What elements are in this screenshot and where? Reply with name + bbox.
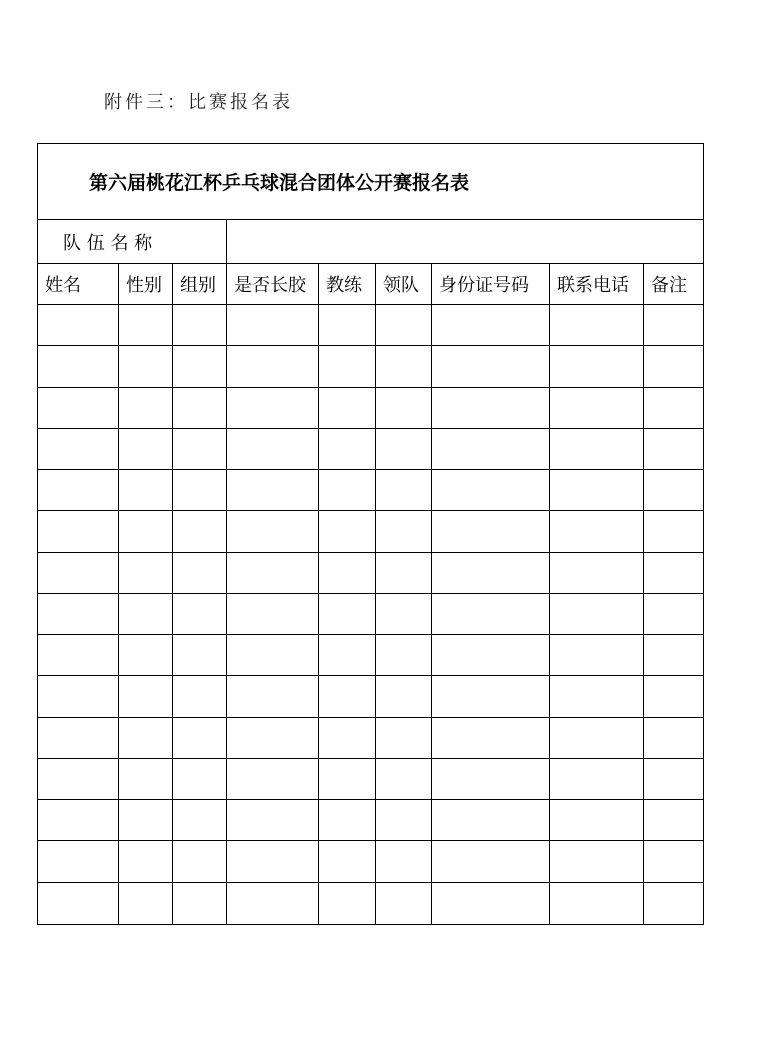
table-cell-id-number[interactable] <box>432 635 550 675</box>
table-row <box>38 841 703 882</box>
table-cell-remarks[interactable] <box>644 759 703 799</box>
table-row <box>38 800 703 841</box>
table-cell-team-leader[interactable] <box>376 388 432 428</box>
table-cell-coach[interactable] <box>319 594 376 634</box>
table-cell-long-pimples[interactable] <box>227 346 319 386</box>
table-cell-name[interactable] <box>38 305 119 345</box>
table-cell-long-pimples[interactable] <box>227 388 319 428</box>
table-cell-phone[interactable] <box>550 841 644 881</box>
table-cell-phone[interactable] <box>550 511 644 551</box>
table-cell-gender[interactable] <box>119 718 173 758</box>
table-cell-id-number[interactable] <box>432 800 550 840</box>
table-cell-team-leader[interactable] <box>376 676 432 716</box>
table-cell-team-leader[interactable] <box>376 883 432 924</box>
table-cell-remarks[interactable] <box>644 841 703 881</box>
table-cell-coach[interactable] <box>319 676 376 716</box>
table-cell-id-number[interactable] <box>432 594 550 634</box>
table-cell-team-leader[interactable] <box>376 553 432 593</box>
form-title-row <box>38 144 703 220</box>
table-cell-phone[interactable] <box>550 305 644 345</box>
form-body-rows <box>38 305 703 924</box>
table-cell-gender[interactable] <box>119 511 173 551</box>
table-cell-coach[interactable] <box>319 429 376 469</box>
column-header-name: 姓名 <box>38 264 119 304</box>
team-name-row <box>38 220 703 264</box>
table-cell-gender[interactable] <box>119 470 173 510</box>
table-cell-long-pimples[interactable] <box>227 635 319 675</box>
table-cell-id-number[interactable] <box>432 388 550 428</box>
table-cell-team-leader[interactable] <box>376 594 432 634</box>
column-header-team-leader: 领队 <box>376 264 432 304</box>
table-cell-long-pimples[interactable] <box>227 800 319 840</box>
table-cell-gender[interactable] <box>119 388 173 428</box>
table-cell-team-leader[interactable] <box>376 635 432 675</box>
table-cell-name[interactable] <box>38 635 119 675</box>
table-cell-gender[interactable] <box>119 429 173 469</box>
table-cell-coach[interactable] <box>319 718 376 758</box>
table-cell-long-pimples[interactable] <box>227 470 319 510</box>
table-cell-long-pimples[interactable] <box>227 594 319 634</box>
table-cell-team-leader[interactable] <box>376 718 432 758</box>
table-cell-gender[interactable] <box>119 759 173 799</box>
table-cell-phone[interactable] <box>550 388 644 428</box>
table-cell-group[interactable] <box>173 470 227 510</box>
column-header-group: 组别 <box>173 264 227 304</box>
table-cell-name[interactable] <box>38 470 119 510</box>
form-title: 第六届桃花江杯乒乓球混合团体公开赛报名表 <box>89 172 470 194</box>
table-row <box>38 883 703 924</box>
table-cell-coach[interactable] <box>319 759 376 799</box>
table-cell-name[interactable] <box>38 800 119 840</box>
table-cell-team-leader[interactable] <box>376 305 432 345</box>
table-cell-name[interactable] <box>38 883 119 924</box>
table-cell-group[interactable] <box>173 883 227 924</box>
table-cell-group[interactable] <box>173 841 227 881</box>
table-cell-id-number[interactable] <box>432 883 550 924</box>
registration-form-table <box>37 143 704 925</box>
table-row <box>38 470 703 511</box>
table-cell-team-leader[interactable] <box>376 346 432 386</box>
column-header-gender: 性别 <box>119 264 173 304</box>
table-cell-name[interactable] <box>38 718 119 758</box>
table-cell-remarks[interactable] <box>644 676 703 716</box>
table-cell-long-pimples[interactable] <box>227 305 319 345</box>
table-cell-name[interactable] <box>38 346 119 386</box>
table-cell-gender[interactable] <box>119 553 173 593</box>
table-cell-id-number[interactable] <box>432 429 550 469</box>
table-cell-name[interactable] <box>38 594 119 634</box>
table-cell-long-pimples[interactable] <box>227 553 319 593</box>
table-cell-phone[interactable] <box>550 883 644 924</box>
table-cell-coach[interactable] <box>319 470 376 510</box>
table-cell-remarks[interactable] <box>644 800 703 840</box>
table-cell-remarks[interactable] <box>644 594 703 634</box>
table-cell-team-leader[interactable] <box>376 841 432 881</box>
table-cell-id-number[interactable] <box>432 759 550 799</box>
table-cell-id-number[interactable] <box>432 553 550 593</box>
table-cell-phone[interactable] <box>550 594 644 634</box>
table-cell-gender[interactable] <box>119 346 173 386</box>
table-cell-name[interactable] <box>38 676 119 716</box>
table-row <box>38 635 703 676</box>
table-cell-group[interactable] <box>173 800 227 840</box>
column-header-id-number: 身份证号码 <box>432 264 550 304</box>
table-cell-remarks[interactable] <box>644 883 703 924</box>
table-cell-phone[interactable] <box>550 429 644 469</box>
table-cell-phone[interactable] <box>550 800 644 840</box>
table-cell-team-leader[interactable] <box>376 511 432 551</box>
table-row <box>38 346 703 387</box>
column-header-remarks: 备注 <box>651 275 687 296</box>
table-cell-long-pimples[interactable] <box>227 883 319 924</box>
attachment-label: 附件三：比赛报名表 <box>104 92 293 113</box>
table-cell-coach[interactable] <box>319 346 376 386</box>
table-cell-gender[interactable] <box>119 841 173 881</box>
column-header-long-pimples: 是否长胶 <box>227 264 319 304</box>
team-name-label: 队 伍 名 称 <box>63 232 153 254</box>
table-cell-id-number[interactable] <box>432 841 550 881</box>
table-cell-group[interactable] <box>173 676 227 716</box>
table-cell-coach[interactable] <box>319 511 376 551</box>
table-row <box>38 305 703 346</box>
table-cell-id-number[interactable] <box>432 718 550 758</box>
table-cell-gender[interactable] <box>119 800 173 840</box>
table-cell-coach[interactable] <box>319 305 376 345</box>
table-cell-long-pimples[interactable] <box>227 511 319 551</box>
table-cell-phone[interactable] <box>550 470 644 510</box>
table-cell-id-number[interactable] <box>432 676 550 716</box>
table-cell-id-number[interactable] <box>432 511 550 551</box>
table-cell-long-pimples[interactable] <box>227 676 319 716</box>
table-cell-phone[interactable] <box>550 759 644 799</box>
table-cell-coach[interactable] <box>319 635 376 675</box>
table-row <box>38 594 703 635</box>
table-row <box>38 511 703 552</box>
table-cell-id-number[interactable] <box>432 346 550 386</box>
table-cell-coach[interactable] <box>319 883 376 924</box>
table-cell-gender[interactable] <box>119 883 173 924</box>
table-cell-group[interactable] <box>173 553 227 593</box>
table-cell-group[interactable] <box>173 388 227 428</box>
table-cell-gender[interactable] <box>119 676 173 716</box>
table-cell-name[interactable] <box>38 511 119 551</box>
table-cell-gender[interactable] <box>119 635 173 675</box>
table-cell-group[interactable] <box>173 759 227 799</box>
table-row <box>38 388 703 429</box>
table-cell-group[interactable] <box>173 594 227 634</box>
table-cell-name[interactable] <box>38 388 119 428</box>
table-cell-name[interactable] <box>38 553 119 593</box>
table-cell-name[interactable] <box>38 841 119 881</box>
table-cell-remarks[interactable] <box>644 553 703 593</box>
table-cell-name[interactable] <box>38 759 119 799</box>
table-cell-group[interactable] <box>173 635 227 675</box>
table-cell-remarks[interactable] <box>644 305 703 345</box>
table-cell-team-leader[interactable] <box>376 800 432 840</box>
table-cell-team-leader[interactable] <box>376 759 432 799</box>
table-cell-group[interactable] <box>173 429 227 469</box>
table-row <box>38 718 703 759</box>
table-cell-phone[interactable] <box>550 553 644 593</box>
table-cell-remarks[interactable] <box>644 718 703 758</box>
table-cell-phone[interactable] <box>550 346 644 386</box>
table-cell-group[interactable] <box>173 305 227 345</box>
table-cell-long-pimples[interactable] <box>227 841 319 881</box>
table-cell-group[interactable] <box>173 511 227 551</box>
table-cell-phone[interactable] <box>550 635 644 675</box>
table-cell-remarks[interactable] <box>644 346 703 386</box>
table-cell-group[interactable] <box>173 346 227 386</box>
table-cell-coach[interactable] <box>319 800 376 840</box>
table-row <box>38 676 703 717</box>
table-cell-gender[interactable] <box>119 594 173 634</box>
table-cell-long-pimples[interactable] <box>227 429 319 469</box>
table-cell-remarks[interactable] <box>644 635 703 675</box>
table-cell-group[interactable] <box>173 718 227 758</box>
table-cell-long-pimples[interactable] <box>227 759 319 799</box>
table-cell-team-leader[interactable] <box>376 429 432 469</box>
table-cell-long-pimples[interactable] <box>227 718 319 758</box>
column-header-phone: 联系电话 <box>550 264 644 304</box>
table-cell-gender[interactable] <box>119 305 173 345</box>
table-cell-coach[interactable] <box>319 841 376 881</box>
table-cell-id-number[interactable] <box>432 470 550 510</box>
table-cell-phone[interactable] <box>550 718 644 758</box>
table-cell-team-leader[interactable] <box>376 470 432 510</box>
table-cell-name[interactable] <box>38 429 119 469</box>
table-cell-remarks[interactable] <box>644 470 703 510</box>
table-cell-coach[interactable] <box>319 553 376 593</box>
team-name-label-cell <box>38 220 227 263</box>
table-cell-phone[interactable] <box>550 676 644 716</box>
table-row <box>38 759 703 800</box>
column-header-row <box>38 264 703 305</box>
table-row <box>38 429 703 470</box>
table-cell-remarks[interactable] <box>644 388 703 428</box>
table-cell-remarks[interactable] <box>644 429 703 469</box>
table-cell-coach[interactable] <box>319 388 376 428</box>
table-row <box>38 553 703 594</box>
team-name-field[interactable] <box>227 220 703 263</box>
table-cell-remarks[interactable] <box>644 511 703 551</box>
table-cell-id-number[interactable] <box>432 305 550 345</box>
column-header-coach: 教练 <box>319 264 376 304</box>
